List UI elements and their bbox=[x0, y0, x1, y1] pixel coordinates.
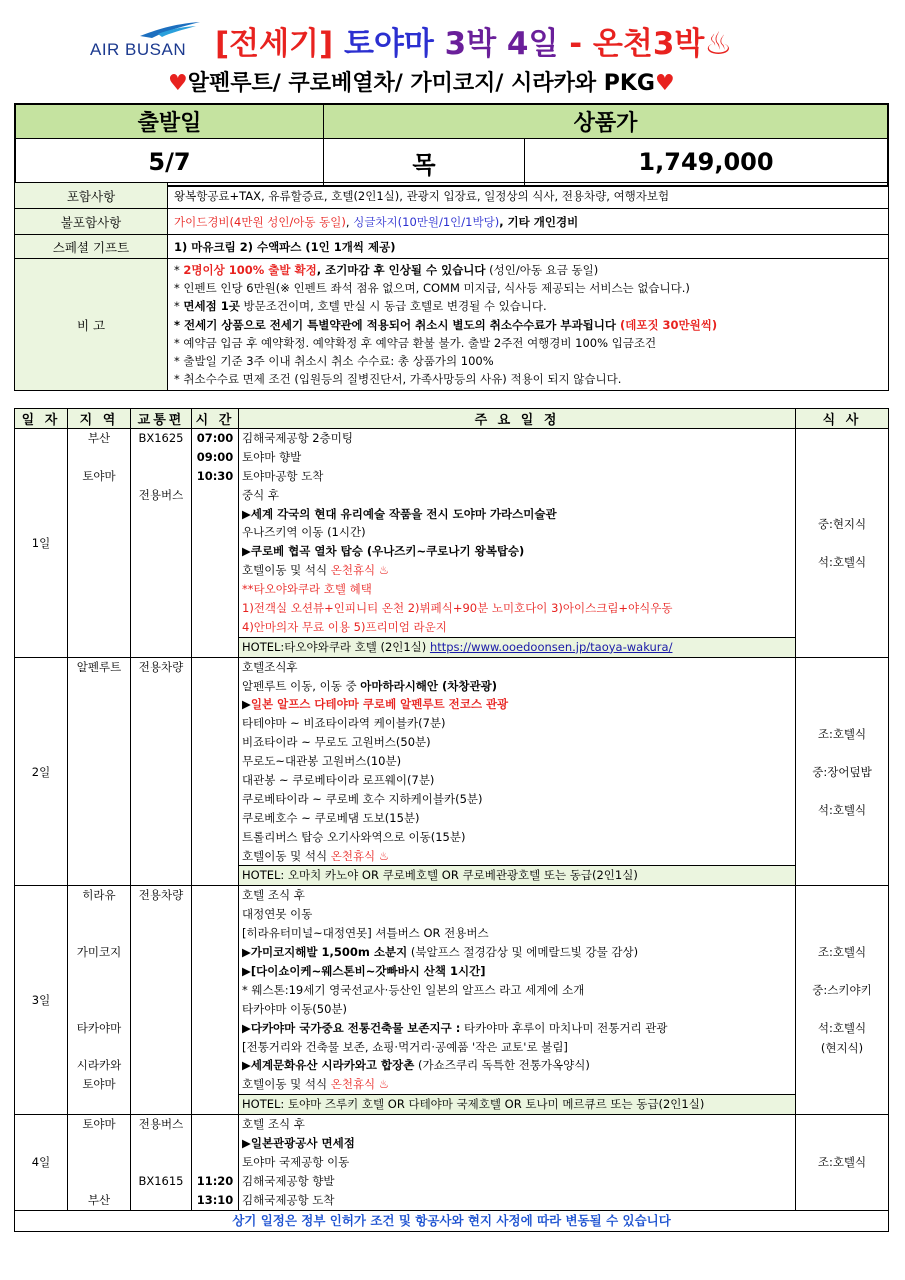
itinerary-text: 우나즈키역 이동 (1시간) bbox=[242, 525, 366, 540]
cell-line bbox=[131, 599, 191, 618]
itinerary-text: 토야마 향발 bbox=[242, 449, 302, 464]
cell-line: 토야마 bbox=[82, 1077, 116, 1092]
cell-line bbox=[131, 1153, 191, 1172]
note-rest: 방문조건이며, 호텔 만실 시 동급 호텔로 변경될 수 있습니다. bbox=[239, 299, 547, 314]
excluded-text bbox=[168, 209, 889, 235]
itinerary-line bbox=[239, 828, 795, 847]
excluded-sep: , bbox=[345, 214, 350, 229]
cell-line bbox=[131, 505, 191, 524]
cell-line bbox=[68, 486, 130, 505]
itinerary-line bbox=[239, 580, 795, 599]
hotel-line: HOTEL: 오마치 카노야 OR 쿠로베호텔 OR 쿠로베관광호텔 또는 동급(2인1실) bbox=[239, 865, 795, 885]
title-destination: 토야마 bbox=[343, 26, 434, 62]
meal-item: 조:호텔식 bbox=[817, 726, 867, 741]
heart-icon: ♥ bbox=[168, 71, 188, 96]
itinerary-line bbox=[239, 981, 795, 1000]
cell-line bbox=[131, 1191, 191, 1210]
cell-line bbox=[68, 505, 130, 524]
itinerary-text: ▶쿠로베 협곡 열차 탑승 (우나즈키~쿠로나기 왕복탑승) bbox=[242, 544, 525, 559]
note-bold: * 전세기 상품으로 전세기 특별약관에 적용되어 취소시 별도의 취소수수료가 부과됩니다 bbox=[174, 317, 616, 332]
departure-label: 출발일 bbox=[15, 104, 324, 139]
transport-cell bbox=[131, 1115, 192, 1210]
airplane-logo-icon bbox=[138, 20, 202, 42]
itinerary-text: 1)전객실 오션뷰+인피니티 온천 2)뷔페식+90분 노미호다이 3)아이스크림+야식우동 bbox=[242, 601, 673, 616]
cell-line: 히라유 bbox=[82, 888, 116, 903]
cell-line bbox=[68, 542, 130, 561]
note-item: * 취소수수료 면제 조건 (입원등의 질병진단서, 가족사망등의 사유) 적용이 되지 않습니다. bbox=[174, 372, 622, 387]
itinerary-text: 쿠로베타이라 ~ 쿠로베 호수 지하케이블카(5분) bbox=[242, 791, 483, 806]
title-onsen: 온천3박♨ bbox=[592, 26, 733, 62]
col-itinerary-header: 주 요 일 정 bbox=[239, 409, 796, 429]
itinerary-line bbox=[239, 847, 795, 866]
cell-line bbox=[192, 1134, 238, 1153]
col-region-header: 지 역 bbox=[68, 409, 131, 429]
title-nights: 3박 4일 bbox=[444, 26, 559, 62]
region-cell bbox=[68, 1115, 131, 1210]
meal-item: 중:장어덮밥 bbox=[812, 764, 872, 779]
itinerary-line bbox=[239, 467, 795, 486]
note-item bbox=[174, 316, 882, 334]
itinerary-line bbox=[239, 943, 795, 962]
itinerary-line bbox=[239, 523, 795, 542]
col-meal-header: 식 사 bbox=[796, 409, 889, 429]
itinerary-line bbox=[239, 714, 795, 733]
cell-line bbox=[192, 1115, 238, 1134]
time-cell bbox=[192, 1115, 239, 1210]
itinerary-text: 무로도~대관봉 고원버스(10분) bbox=[242, 754, 402, 769]
cell-line bbox=[68, 1000, 130, 1019]
day-row bbox=[15, 886, 889, 1115]
cell-line bbox=[192, 561, 238, 580]
schedule-table bbox=[14, 408, 889, 1232]
itinerary-text: 대정연못 이동 bbox=[242, 907, 313, 922]
cell-line: BX1615 bbox=[138, 1173, 184, 1188]
itinerary-text: (가쇼즈쿠리 독특한 전통가옥양식) bbox=[414, 1058, 590, 1073]
cell-line: 전용차량 bbox=[138, 888, 184, 903]
itinerary-text: ▶일본관광공사 면세점 bbox=[242, 1135, 355, 1150]
itinerary-line bbox=[239, 790, 795, 809]
price-table bbox=[14, 103, 889, 187]
meal-item: (현지식) bbox=[820, 1041, 864, 1056]
itinerary-text: 온천휴식 ♨ bbox=[330, 848, 390, 863]
cell-line bbox=[68, 448, 130, 467]
itinerary-line bbox=[239, 886, 795, 905]
region-cell bbox=[68, 886, 131, 1115]
note-item bbox=[174, 297, 882, 315]
note-red: 2명이상 100% 출발 확정 bbox=[183, 263, 317, 277]
note-bold: 면세점 1곳 bbox=[183, 299, 240, 314]
note-bold: , 조기마감 후 인상될 수 있습니다 bbox=[316, 263, 486, 277]
itinerary-line bbox=[239, 1153, 795, 1172]
meal-cell bbox=[796, 429, 889, 658]
note-bullet: * bbox=[174, 263, 184, 277]
cell-line bbox=[68, 637, 130, 656]
cell-line bbox=[68, 981, 130, 1000]
excluded-label: 불포함사항 bbox=[15, 209, 168, 235]
itinerary-line bbox=[239, 1115, 795, 1134]
title-charter: [전세기] bbox=[215, 26, 334, 62]
meal-item: 중:현지식 bbox=[817, 516, 867, 531]
gift-label: 스페셜 기프트 bbox=[15, 235, 168, 259]
cell-line: 전용버스 bbox=[138, 487, 184, 502]
note-bullet: * bbox=[174, 299, 184, 314]
itinerary-text: 김해국제공항 도착 bbox=[242, 1192, 335, 1207]
cell-line bbox=[131, 467, 191, 486]
note-item: * 출발일 기준 3주 이내 취소시 취소 수수료: 총 상품가의 100% bbox=[174, 354, 494, 369]
itinerary-cell bbox=[239, 1115, 796, 1210]
itinerary-line bbox=[239, 962, 795, 981]
meal-item: 석:호텔식 bbox=[817, 554, 867, 569]
cell-line bbox=[68, 1153, 130, 1172]
cell-line bbox=[192, 637, 238, 656]
departure-weekday: 목 bbox=[324, 139, 525, 187]
itinerary-text: ▶ bbox=[242, 697, 251, 712]
cell-line bbox=[68, 905, 130, 924]
cell-line: 전용차량 bbox=[138, 659, 184, 674]
cell-line bbox=[68, 962, 130, 981]
cell-line bbox=[68, 1038, 130, 1057]
note-item bbox=[174, 261, 882, 279]
itinerary-line bbox=[239, 733, 795, 752]
time-cell bbox=[192, 429, 239, 658]
meal-cell bbox=[796, 886, 889, 1115]
cell-line: 가미코지 bbox=[76, 945, 122, 960]
itinerary-text: 아마하라시해안 (차창관광) bbox=[360, 678, 497, 693]
note-item: * 예약금 입금 후 예약확정. 예약확정 후 예약금 환불 불가. 출발 2주전 여행경비 100% 입금조건 bbox=[174, 335, 657, 350]
cell-line bbox=[68, 1172, 130, 1191]
day-row bbox=[15, 429, 889, 658]
itinerary-line bbox=[239, 448, 795, 467]
cell-line bbox=[131, 637, 191, 656]
airbusan-logo bbox=[90, 20, 210, 70]
itinerary-text: [전통거리와 건축물 보존, 쇼핑·먹거리·공예품 '작은 교토'로 불림] bbox=[242, 1039, 568, 1054]
itinerary-line bbox=[239, 1134, 795, 1153]
itinerary-text: ▶다카야마 국가중요 전통건축물 보존지구 : bbox=[242, 1020, 461, 1035]
day-label: 4일 bbox=[15, 1115, 68, 1210]
hotel-link[interactable]: https://www.ooedoonsen.jp/taoya-wakura/ bbox=[429, 639, 673, 654]
cell-line bbox=[192, 523, 238, 542]
cell-line: 전용버스 bbox=[138, 1117, 184, 1132]
notes-label: 비 고 bbox=[15, 259, 168, 391]
notes-list bbox=[168, 259, 889, 391]
itinerary-line bbox=[239, 658, 795, 677]
itinerary-text: 타테야마 ~ 비죠타이라역 케이블카(7분) bbox=[242, 716, 446, 731]
itinerary-line bbox=[239, 505, 795, 524]
cell-line bbox=[131, 448, 191, 467]
cell-line bbox=[192, 618, 238, 637]
hotel-line bbox=[239, 637, 795, 657]
itinerary-line bbox=[239, 1191, 795, 1210]
itinerary-text: 알펜루트 이동, 이동 중 bbox=[242, 678, 361, 693]
itinerary-text: 타카야마 이동(50분) bbox=[242, 1001, 348, 1016]
cell-line bbox=[68, 1134, 130, 1153]
page-title bbox=[215, 18, 732, 63]
itinerary-text: 토야마 국제공항 이동 bbox=[242, 1154, 350, 1169]
itinerary-line bbox=[239, 677, 795, 696]
info-table bbox=[14, 182, 889, 391]
itinerary-text: 호텔이동 및 석식 bbox=[242, 1077, 331, 1092]
cell-line bbox=[192, 580, 238, 599]
schedule-disclaimer: 상기 일정은 정부 인허가 조건 및 항공사와 현지 사정에 따라 변동될 수 있습니다 bbox=[15, 1210, 889, 1231]
itinerary-text: ▶세계문화유산 시라카와고 합장촌 bbox=[242, 1058, 415, 1073]
time-cell bbox=[192, 657, 239, 886]
cell-line: 11:20 bbox=[196, 1173, 234, 1188]
cell-line: BX1625 bbox=[138, 431, 184, 445]
itinerary-text: 중식 후 bbox=[242, 487, 279, 502]
itinerary-text: ▶[다이쇼이케~웨스톤비~갓빠바시 산책 1시간] bbox=[242, 963, 486, 978]
cell-line bbox=[68, 561, 130, 580]
itinerary-line bbox=[239, 429, 795, 448]
day-label: 2일 bbox=[15, 657, 68, 886]
departure-date: 5/7 bbox=[15, 139, 324, 187]
itinerary-text: 호텔 조식 후 bbox=[242, 888, 305, 903]
cell-line bbox=[192, 486, 238, 505]
itinerary-line bbox=[239, 1000, 795, 1019]
cell-line bbox=[192, 505, 238, 524]
region-cell bbox=[68, 429, 131, 658]
hotel-line: HOTEL: 토야마 즈루키 호텔 OR 다테야마 국제호텔 OR 토나미 메르큐르 또는 동급(2인1실) bbox=[239, 1094, 795, 1114]
cell-line: 토야마 bbox=[82, 1117, 116, 1132]
itinerary-cell bbox=[239, 429, 796, 658]
itinerary-text: 호텔 조식 후 bbox=[242, 1117, 305, 1132]
cell-line bbox=[131, 561, 191, 580]
col-transport-header: 교통편 bbox=[131, 409, 192, 429]
itinerary-text: [히라유터미널~대정연못] 셔틀버스 OR 전용버스 bbox=[242, 926, 489, 941]
day-label: 1일 bbox=[15, 429, 68, 658]
cell-line bbox=[131, 1134, 191, 1153]
itinerary-text: 도야마 가라스미술관 bbox=[452, 506, 557, 521]
price-label: 상품가 bbox=[324, 104, 889, 139]
included-text: 왕복항공료+TAX, 유류할증료, 호텔(2인1실), 관광지 입장료, 일정상의 식사, 전용차량, 여행자보험 bbox=[168, 183, 889, 209]
day-row bbox=[15, 657, 889, 886]
itinerary-line bbox=[239, 486, 795, 505]
itinerary-cell bbox=[239, 657, 796, 886]
cell-line bbox=[68, 618, 130, 637]
title-dash: - bbox=[569, 26, 583, 62]
itinerary-line bbox=[239, 771, 795, 790]
cell-line bbox=[68, 580, 130, 599]
itinerary-cell bbox=[239, 886, 796, 1115]
transport-cell bbox=[131, 886, 192, 1115]
meal-cell bbox=[796, 657, 889, 886]
itinerary-line bbox=[239, 1038, 795, 1057]
cell-line bbox=[131, 542, 191, 561]
itinerary-line bbox=[239, 695, 795, 714]
note-item: * 인펜트 인당 6만원(※ 인펜트 좌석 점유 없으며, COMM 미지급, 식사등 제공되는 서비스는 없습니다.) bbox=[174, 281, 690, 296]
itinerary-text: (북알프스 절경감상 및 에메랄드빛 강물 감상) bbox=[407, 945, 639, 960]
itinerary-line bbox=[239, 809, 795, 828]
cell-line bbox=[192, 1153, 238, 1172]
itinerary-text: 온천휴식 ♨ bbox=[330, 1077, 390, 1092]
note-rest: (성인/아동 요금 동일) bbox=[485, 263, 599, 277]
meal-item: 석:호텔식 bbox=[817, 1021, 867, 1036]
cell-line: 부산 bbox=[87, 431, 111, 445]
itinerary-line bbox=[239, 905, 795, 924]
cell-line bbox=[131, 580, 191, 599]
itinerary-text: 4)안마의자 무료 이용 5)프리미엄 라운지 bbox=[242, 619, 447, 634]
excluded-guide: 가이드경비(4만원 성인/아동 동일) bbox=[174, 214, 346, 229]
cell-line: 09:00 bbox=[196, 449, 234, 464]
itinerary-text: **타오야와쿠라 호텔 혜택 bbox=[242, 582, 372, 597]
hotel-text: HOTEL:타오야와쿠라 호텔 (2인1실) bbox=[242, 639, 430, 654]
itinerary-line bbox=[239, 599, 795, 618]
itinerary-text: 김해국제공항 향발 bbox=[242, 1173, 335, 1188]
itinerary-line bbox=[239, 1075, 795, 1094]
itinerary-text: 호텔이동 및 석식 bbox=[242, 563, 331, 578]
cell-line bbox=[68, 924, 130, 943]
itinerary-text: 호텔조식후 bbox=[242, 659, 298, 674]
page-subtitle bbox=[168, 66, 675, 97]
itinerary-text: 토야마공항 도착 bbox=[242, 468, 324, 483]
cell-line bbox=[131, 618, 191, 637]
itinerary-line bbox=[239, 752, 795, 771]
cell-line: 알펜루트 bbox=[76, 659, 122, 674]
time-cell bbox=[192, 886, 239, 1115]
col-time-header: 시 간 bbox=[192, 409, 239, 429]
price-amount: 1,749,000 bbox=[525, 139, 889, 187]
transport-cell bbox=[131, 657, 192, 886]
itinerary-text: 김해국제공항 2층미팅 bbox=[242, 431, 353, 445]
note-red: (데포짓 30만원씩) bbox=[615, 317, 718, 332]
cell-line: 타카야마 bbox=[76, 1020, 122, 1035]
meal-cell bbox=[796, 1115, 889, 1210]
itinerary-text: 트롤리버스 탑승 오기사와역으로 이동(15분) bbox=[242, 829, 466, 844]
itinerary-line bbox=[239, 1056, 795, 1075]
cell-line: 부산 bbox=[87, 1192, 111, 1207]
itinerary-line bbox=[239, 1019, 795, 1038]
subtitle-text: 알펜루트/ 쿠로베열차/ 가미코지/ 시라카와 PKG bbox=[187, 71, 655, 96]
meal-item: 조:호텔식 bbox=[817, 1155, 867, 1170]
itinerary-text: 대관봉 ~ 쿠로베타이라 로프웨이(7분) bbox=[242, 773, 435, 788]
itinerary-line bbox=[239, 618, 795, 637]
cell-line bbox=[68, 523, 130, 542]
itinerary-text: ▶가미코지해발 1,500m 소분지 bbox=[242, 945, 408, 960]
transport-cell bbox=[131, 429, 192, 658]
col-day-header: 일 자 bbox=[15, 409, 68, 429]
cell-line bbox=[192, 542, 238, 561]
itinerary-text: 타카야마 후루이 마치나미 전통거리 관광 bbox=[460, 1020, 668, 1035]
cell-line bbox=[131, 523, 191, 542]
day-label: 3일 bbox=[15, 886, 68, 1115]
excluded-single: 싱글차지(10만원/1인/1박당) bbox=[353, 214, 500, 229]
included-label: 포함사항 bbox=[15, 183, 168, 209]
cell-line bbox=[192, 599, 238, 618]
cell-line: 토야마 bbox=[82, 468, 116, 483]
itinerary-line bbox=[239, 542, 795, 561]
itinerary-text: 일본 알프스 다테야마 쿠로베 알펜루트 전코스 관광 bbox=[250, 697, 509, 712]
heart-icon: ♥ bbox=[655, 71, 675, 96]
day-row bbox=[15, 1115, 889, 1210]
cell-line: 10:30 bbox=[196, 468, 234, 483]
itinerary-text: 쿠로베호수 ~ 쿠로베댐 도보(15분) bbox=[242, 810, 420, 825]
itinerary-line bbox=[239, 561, 795, 580]
cell-line: 시라카와 bbox=[76, 1058, 122, 1073]
meal-item: 중:스키야키 bbox=[812, 983, 872, 998]
cell-line bbox=[68, 599, 130, 618]
itinerary-text: 비죠타이라 ~ 무로도 고원버스(50분) bbox=[242, 735, 431, 750]
itinerary-text: ▶세계 각국의 현대 유리예술 작품을 전시 bbox=[242, 506, 453, 521]
itinerary-text: 호텔이동 및 석식 bbox=[242, 848, 331, 863]
cell-line: 07:00 bbox=[196, 431, 234, 445]
excluded-rest: , 기타 개인경비 bbox=[499, 214, 579, 229]
itinerary-line bbox=[239, 924, 795, 943]
gift-text: 1) 마유크림 2) 수액파스 (1인 1개씩 제공) bbox=[168, 235, 889, 259]
cell-line: 13:10 bbox=[196, 1192, 234, 1207]
meal-item: 석:호텔식 bbox=[817, 802, 867, 817]
meal-item: 조:호텔식 bbox=[817, 945, 867, 960]
brand-name: AIR BUSAN bbox=[90, 40, 187, 59]
itinerary-text: 온천휴식 ♨ bbox=[330, 563, 390, 578]
itinerary-text: * 웨스톤:19세기 영국선교사·등산인 일본의 알프스 라고 세계에 소개 bbox=[242, 982, 585, 997]
itinerary-line bbox=[239, 1172, 795, 1191]
region-cell bbox=[68, 657, 131, 886]
